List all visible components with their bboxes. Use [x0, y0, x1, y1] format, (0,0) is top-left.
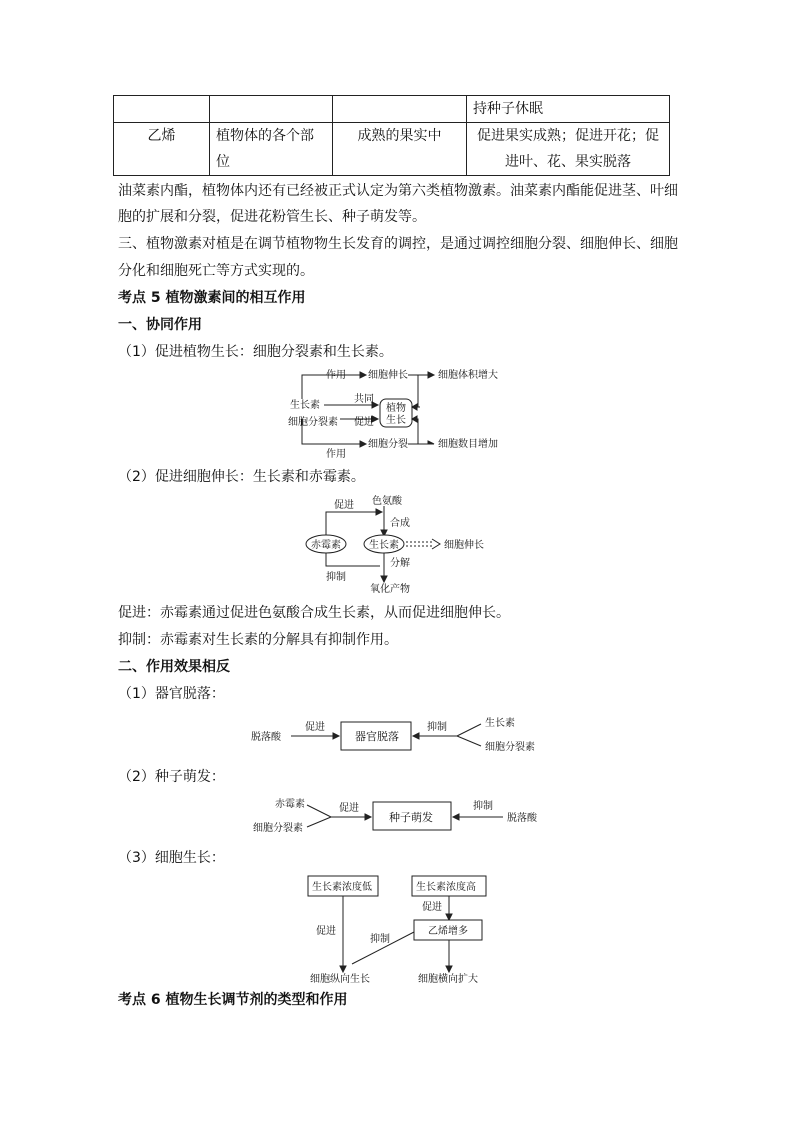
label-seansuan: 色氨酸	[372, 496, 402, 507]
label-zhiwu: 植物	[386, 403, 406, 414]
label-zuoyong-top: 作用	[326, 370, 346, 381]
synergy-growth-diagram	[280, 367, 520, 460]
label-di: 生长素浓度低	[312, 882, 372, 893]
paragraph: 促进：赤霉素通过促进色氨酸合成生长素，从而促进细胞伸长。	[118, 605, 510, 621]
paragraph: 分化和细胞死亡等方式实现的。	[118, 263, 314, 279]
label-cujin: 促进	[354, 417, 374, 428]
paragraph: 胞的扩展和分裂，促进花粉管生长、种子萌发等。	[118, 209, 426, 225]
label-cujin: 促进	[334, 500, 354, 511]
label-xibao-shenzhang: 细胞伸长	[368, 370, 408, 381]
subsection-heading: 一、协同作用	[118, 317, 202, 333]
table-cell: 植物体的各个部位	[210, 123, 333, 176]
paragraph: （1）促进植物生长：细胞分裂素和生长素。	[118, 344, 393, 360]
table-cell	[333, 96, 467, 123]
label-yizhi: 抑制	[370, 934, 390, 945]
label-shengzhangsu: 生长素	[290, 400, 320, 411]
label-yizhi: 抑制	[473, 801, 493, 812]
table-row	[114, 123, 670, 176]
section-heading: 考点 6 植物生长调节剂的类型和作用	[118, 992, 348, 1008]
label-shengzhangsu: 生长素	[369, 540, 399, 551]
label-box: 器官脱落	[355, 730, 399, 743]
label-xibao-fenliesu: 细胞分裂素	[288, 417, 338, 428]
label-gongtong: 共同	[354, 394, 374, 405]
paragraph: （1）器官脱落：	[118, 686, 225, 702]
cell-growth-diagram	[300, 872, 510, 986]
label-chimeisu: 赤霉素	[311, 540, 341, 551]
table-cell	[114, 96, 210, 123]
subsection-heading: 二、作用效果相反	[118, 659, 230, 675]
label-cujin: 促进	[305, 722, 325, 733]
label-tiji: 细胞体积增大	[438, 370, 498, 381]
label-cujin-left: 促进	[316, 926, 336, 937]
paragraph: 抑制：赤霉素对生长素的分解具有抑制作用。	[118, 632, 398, 648]
label-zuoyong-bottom: 作用	[326, 449, 346, 460]
table-cell: 成熟的果实中	[333, 123, 467, 176]
label-shengzhang: 生长	[386, 415, 406, 426]
paragraph: （2）促进细胞伸长：生长素和赤霉素。	[118, 469, 365, 485]
label-tuoluosuan: 脱落酸	[507, 813, 537, 824]
section-heading: 考点 5 植物激素间的相互作用	[118, 290, 306, 306]
table-cell: 促进果实成熟；促进开花；促进叶、花、果实脱落	[467, 123, 670, 176]
table-row	[114, 96, 670, 123]
label-yizhi: 抑制	[326, 572, 346, 583]
label-tuoluosuan: 脱落酸	[251, 732, 281, 743]
label-xibao-shenzhang: 细胞伸长	[444, 540, 484, 551]
label-fenjie: 分解	[390, 558, 410, 569]
label-yizhi: 抑制	[427, 722, 447, 733]
label-cujin-top: 促进	[422, 902, 442, 913]
label-chimeisu: 赤霉素	[275, 799, 305, 810]
paragraph: （2）种子萌发：	[118, 769, 225, 785]
label-yixi: 乙烯增多	[428, 926, 468, 937]
label-xibao-fenlie: 细胞分裂	[368, 439, 408, 450]
paragraph: （3）细胞生长：	[118, 850, 225, 866]
label-shumu: 细胞数目增加	[438, 439, 498, 450]
hormone-table	[113, 95, 670, 176]
table-cell: 乙烯	[114, 123, 210, 176]
label-box: 种子萌发	[389, 811, 433, 824]
label-hecheng: 合成	[390, 518, 410, 529]
label-zongxiang: 细胞纵向生长	[310, 974, 370, 985]
label-yanghua: 氧化产物	[370, 584, 410, 594]
label-hengxiang: 细胞横向扩大	[418, 974, 478, 985]
label-xibao-fenliesu: 细胞分裂素	[485, 742, 535, 753]
label-xibao-fenliesu: 细胞分裂素	[253, 823, 303, 834]
label-shengzhangsu: 生长素	[485, 718, 515, 729]
paragraph: 三、植物激素对植是在调节植物物生长发育的调控，是通过调控细胞分裂、细胞伸长、细胞	[118, 236, 678, 252]
label-gao: 生长素浓度高	[416, 882, 476, 893]
label-cujin: 促进	[339, 803, 359, 814]
paragraph: 油菜素内酯，植物体内还有已经被正式认定为第六类植物激素。油菜素内酯能促进茎、叶细	[118, 183, 678, 199]
table-cell: 持种子休眠	[467, 96, 670, 123]
germination-diagram	[245, 795, 555, 837]
synergy-elongation-diagram	[300, 492, 500, 594]
table-cell	[210, 96, 333, 123]
abscission-diagram	[245, 714, 555, 754]
